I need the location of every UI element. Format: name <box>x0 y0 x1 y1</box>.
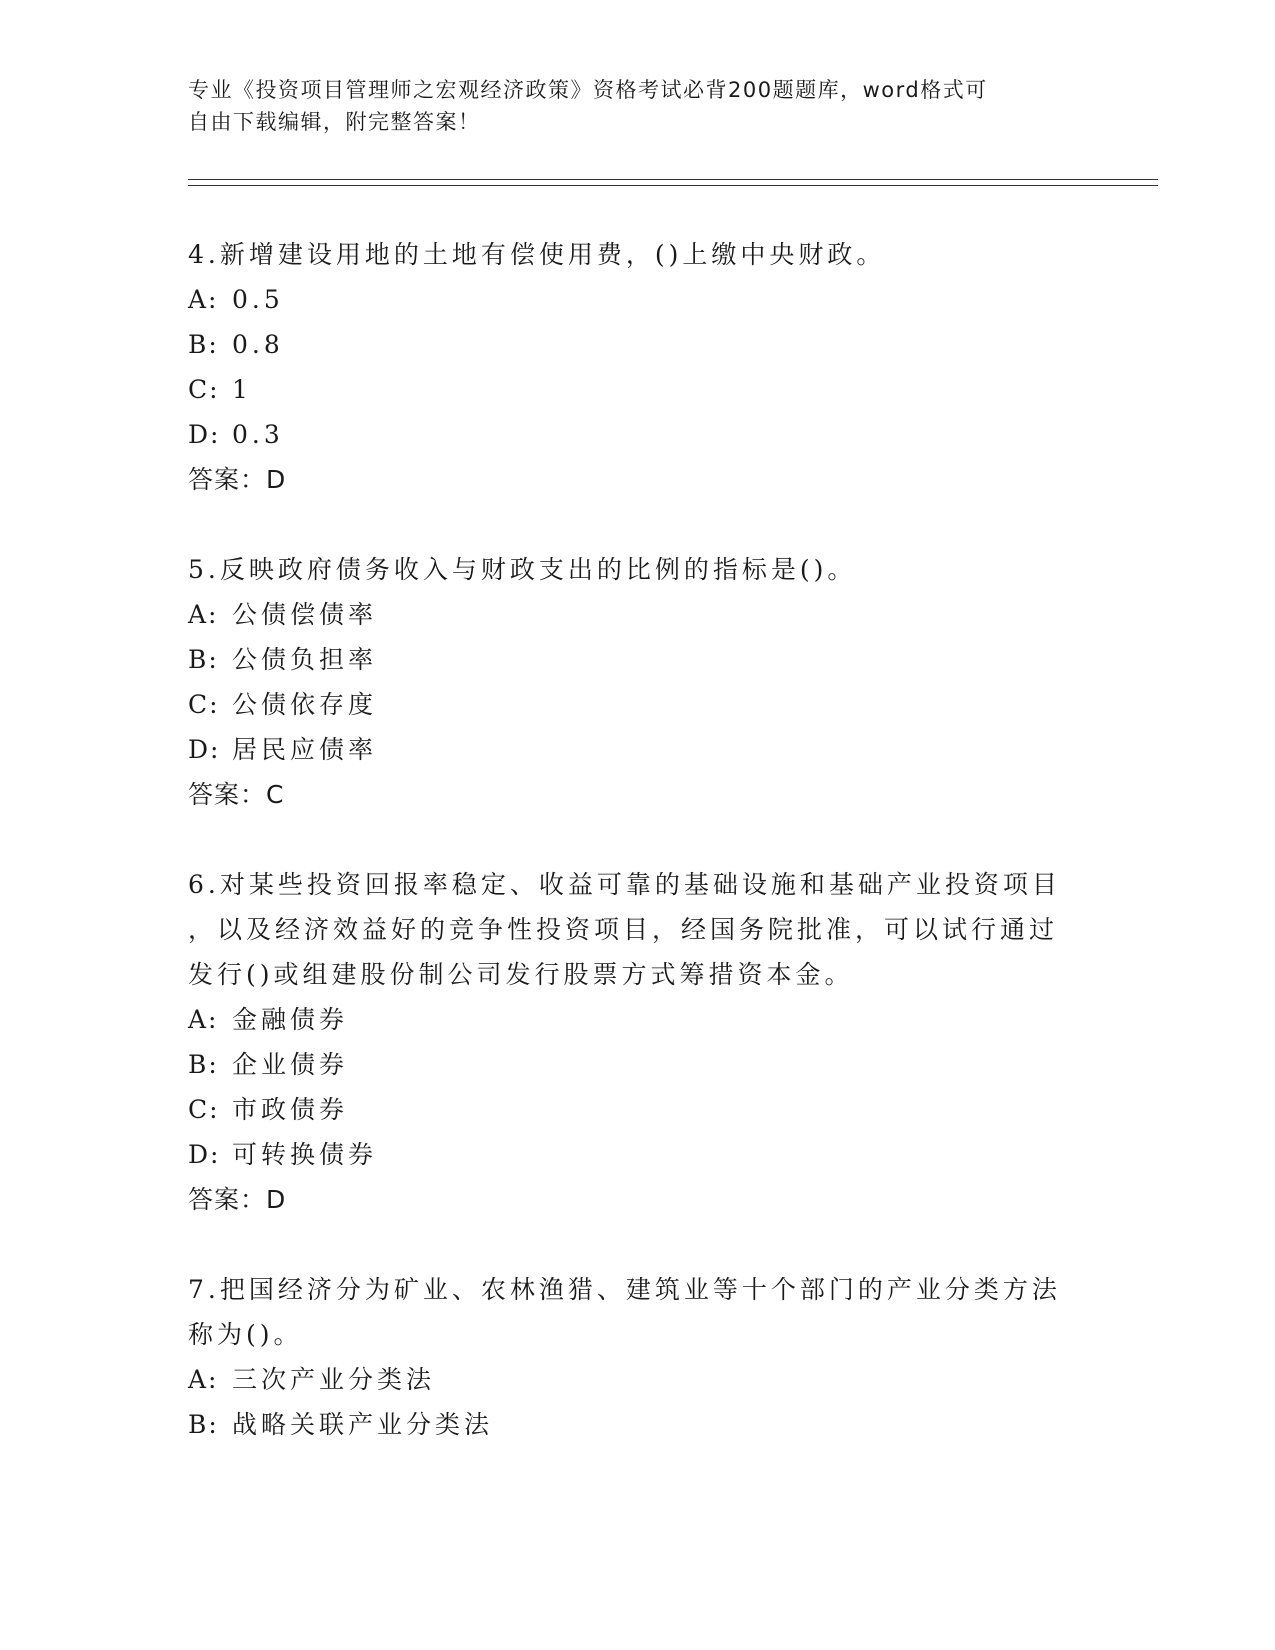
question-6-option-c <box>188 1087 348 1133</box>
question-6-option-a <box>188 997 348 1043</box>
option-text: 0.3 <box>232 420 284 449</box>
option-text: 1 <box>232 375 252 404</box>
option-key: A: <box>188 1005 219 1034</box>
question-4-option-d <box>188 412 284 458</box>
question-5-option-a <box>188 592 377 638</box>
question-5-option-d <box>188 727 377 773</box>
option-key: C: <box>188 1095 220 1124</box>
question-6-stem-line-1: 6.对某些投资回报率稳定、收益可靠的基础设施和基础产业投资项目 <box>188 870 1061 899</box>
option-text: 企业债券 <box>232 1050 349 1079</box>
question-4-answer: 答案：D <box>188 465 287 494</box>
option-text: 可转换债券 <box>232 1140 378 1169</box>
option-text: 公债负担率 <box>232 645 378 674</box>
option-text: 0.8 <box>232 330 284 359</box>
header-divider-bottom <box>188 185 1158 186</box>
option-key: B: <box>188 645 219 674</box>
question-5-answer: 答案：C <box>188 780 285 809</box>
option-text: 三次产业分类法 <box>232 1365 436 1394</box>
question-7-stem-line-2: 称为()。 <box>188 1320 303 1349</box>
question-7-option-a <box>188 1357 435 1403</box>
option-key: B: <box>188 1050 219 1079</box>
question-6-option-b <box>188 1042 348 1088</box>
question-5-option-c <box>188 682 377 728</box>
option-text: 居民应债率 <box>232 735 378 764</box>
question-5-stem: 5.反映政府债务收入与财政支出的比例的指标是()。 <box>188 555 857 584</box>
document-header <box>188 74 1068 138</box>
header-line-2: 自由下载编辑，附完整答案！ <box>188 110 481 134</box>
option-key: A: <box>188 1365 219 1394</box>
option-key: B: <box>188 1410 219 1439</box>
option-text: 金融债券 <box>232 1005 349 1034</box>
question-4-option-a <box>188 277 284 323</box>
option-key: A: <box>188 285 219 314</box>
option-key: C: <box>188 690 220 719</box>
header-line-1: 专业《投资项目管理师之宏观经济政策》资格考试必背200题题库，word格式可 <box>188 78 988 102</box>
question-4-stem: 4.新增建设用地的土地有偿使用费，()上缴中央财政。 <box>188 240 886 269</box>
question-6-stem-line-3: 发行()或组建股份制公司发行股票方式筹措资本金。 <box>188 960 854 989</box>
question-7-option-b <box>188 1402 493 1448</box>
question-4-option-c <box>188 367 252 413</box>
option-text: 0.5 <box>232 285 284 314</box>
question-6-stem-line-2: ，以及经济效益好的竞争性投资项目，经国务院批准，可以试行通过 <box>188 915 1059 944</box>
option-text: 公债偿债率 <box>232 600 378 629</box>
question-6-option-d <box>188 1132 377 1178</box>
header-divider-top <box>188 179 1158 180</box>
question-6-answer: 答案：D <box>188 1185 287 1214</box>
option-key: D: <box>188 420 221 449</box>
question-7-stem-line-1: 7.把国经济分为矿业、农林渔猎、建筑业等十个部门的产业分类方法 <box>188 1275 1061 1304</box>
option-key: D: <box>188 1140 221 1169</box>
question-5-option-b <box>188 637 377 683</box>
option-text: 战略关联产业分类法 <box>232 1410 494 1439</box>
option-text: 公债依存度 <box>232 690 378 719</box>
option-key: B: <box>188 330 219 359</box>
option-key: C: <box>188 375 220 404</box>
option-text: 市政债券 <box>232 1095 349 1124</box>
option-key: A: <box>188 600 219 629</box>
question-4-option-b <box>188 322 284 368</box>
option-key: D: <box>188 735 221 764</box>
